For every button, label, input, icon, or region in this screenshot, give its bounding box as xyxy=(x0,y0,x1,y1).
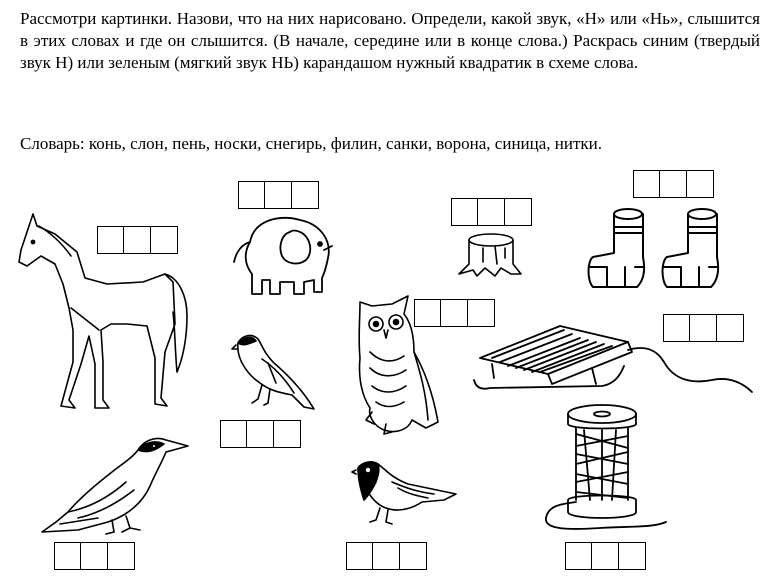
scheme-cell-middle[interactable] xyxy=(246,420,274,448)
scheme-cell-start[interactable] xyxy=(451,198,479,226)
scheme-cell-middle[interactable] xyxy=(80,542,108,570)
word-scheme-socks xyxy=(633,170,712,198)
word-scheme-crow xyxy=(54,542,133,570)
socks-icon xyxy=(585,205,745,293)
stump-icon xyxy=(455,230,525,280)
scheme-cell-middle[interactable] xyxy=(477,198,505,226)
spool-icon xyxy=(540,402,670,537)
scheme-cell-start[interactable] xyxy=(238,181,266,209)
word-scheme-titmouse xyxy=(346,542,425,570)
word-scheme-elephant xyxy=(238,181,317,209)
scheme-cell-start[interactable] xyxy=(565,542,593,570)
scheme-cell-middle[interactable] xyxy=(591,542,619,570)
scheme-cell-middle[interactable] xyxy=(372,542,400,570)
scheme-cell-end[interactable] xyxy=(618,542,646,570)
scheme-cell-end[interactable] xyxy=(504,198,532,226)
scheme-cell-end[interactable] xyxy=(686,170,714,198)
horse-icon xyxy=(15,212,200,417)
scheme-cell-start[interactable] xyxy=(54,542,82,570)
scheme-cell-end[interactable] xyxy=(273,420,301,448)
scheme-cell-start[interactable] xyxy=(220,420,248,448)
titmouse-icon xyxy=(352,460,462,528)
scheme-cell-start[interactable] xyxy=(633,170,661,198)
scheme-cell-end[interactable] xyxy=(107,542,135,570)
scheme-cell-middle[interactable] xyxy=(264,181,292,209)
bullfinch-icon xyxy=(232,333,322,415)
scheme-cell-middle[interactable] xyxy=(659,170,687,198)
crow-icon xyxy=(38,432,193,537)
scheme-cell-start[interactable] xyxy=(346,542,374,570)
task-instruction: Рассмотри картинки. Назови, что на них нарисовано. Определи, какой звук, «Н» или «Нь», слышится в этих словах и где он слышится. (В начале, середине или в конце слова.) Раскрась синим (твердый звук Н) или зеленым (мягкий звук НЬ) карандашом нужный квадратик в схеме слова. xyxy=(20,9,760,72)
scheme-cell-end[interactable] xyxy=(291,181,319,209)
elephant-icon xyxy=(228,212,340,300)
scheme-cell-end[interactable] xyxy=(399,542,427,570)
word-scheme-bullfinch xyxy=(220,420,299,448)
word-scheme-spool xyxy=(565,542,644,570)
vocabulary-list: Словарь: конь, слон, пень, носки, снегирь, филин, санки, ворона, синица, нитки. xyxy=(20,134,603,153)
word-scheme-stump xyxy=(451,198,530,226)
owl-icon xyxy=(352,292,447,442)
